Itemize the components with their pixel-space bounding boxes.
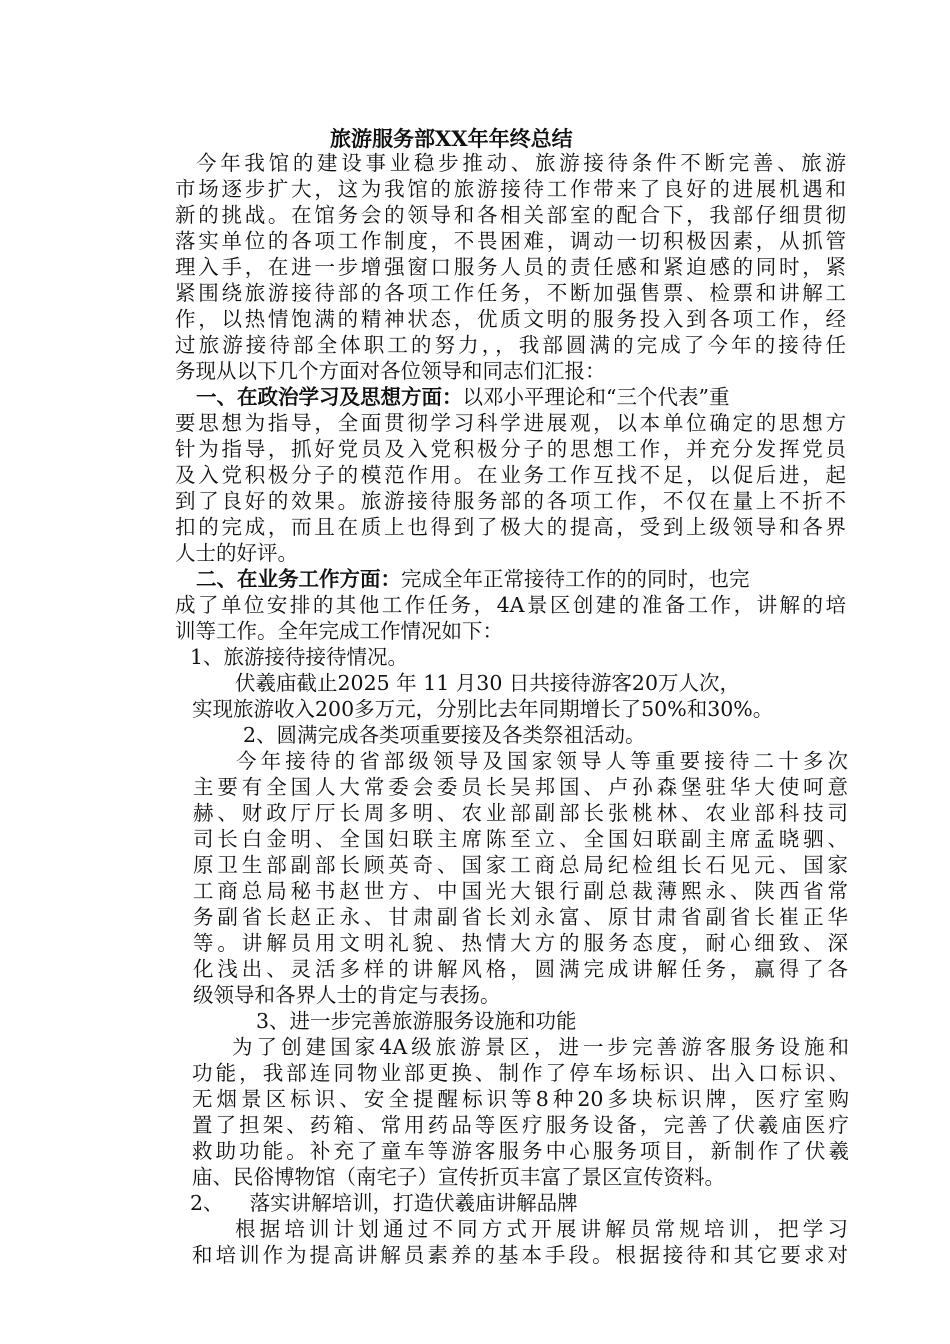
para1-line: 落实单位的各项工作制度，不畏困难，调动一切积极因素，从抓管 — [175, 229, 846, 253]
item2-line: 等。讲解员用文明礼貌、热情大方的服务态度，耐心细致、深 — [193, 931, 848, 955]
section1-line: 到了良好的效果。旅游接待服务部的各项工作，不仅在量上不折不 — [175, 489, 846, 513]
item4-line: 和培训作为提高讲解员素养的基本手段。根据接待和其它要求对 — [192, 1243, 848, 1267]
item3-line: 功能，我部连同物业部更换、制作了停车场标识、出入口标识、 — [192, 1061, 849, 1085]
item1-title: 1、旅游接待接待情况。 — [190, 645, 409, 669]
section1-first-line — [196, 384, 729, 410]
item3-line: 救助功能。补充了童车等游客服务中心服务项目，新制作了伏羲 — [192, 1139, 849, 1163]
para1-line: 今年我馆的建设事业稳步推动、旅游接待条件不断完善、旅游 — [196, 151, 846, 175]
item2-line: 级领导和各界人士的肯定与表扬。 — [193, 983, 501, 1007]
item2-line: 主要有全国人大常委会委员长吴邦国、卢孙森堡驻华大使呵意 — [193, 775, 848, 799]
section2-line: 训等工作。全年完成工作情况如下： — [175, 619, 503, 643]
section2-text: 完成全年正常接待工作的的同时，也完 — [401, 567, 750, 591]
section2-first-line — [196, 566, 750, 592]
section2-heading: 二、在业务工作方面： — [196, 567, 401, 591]
item3-line: 无烟景区标识、安全提醒标识等8种20多块标识牌，医疗室购 — [192, 1087, 849, 1111]
item3-line: 为了创建国家4A级旅游景区，进一步完善游客服务设施和 — [232, 1035, 849, 1059]
para1-line: 理入手，在进一步增强窗口服务人员的责任感和紧迫感的同时，紧 — [175, 255, 846, 279]
section1-line: 人士的好评。 — [175, 541, 298, 565]
para1-line: 务现从以下几个方面对各位领导和同志们汇报： — [175, 359, 606, 383]
item2-line: 化浅出、灵活多样的讲解风格，圆满完成讲解任务，赢得了各 — [193, 957, 848, 981]
section1-line: 要思想为指导，全面贯彻学习科学进展观，以本单位确定的思想方 — [175, 411, 846, 435]
item4-line: 根据培训计划通过不同方式开展讲解员常规培训，把学习 — [235, 1217, 848, 1241]
item1-line: 伏羲庙截止2025 年 11 月30 日共接待游客20万人次， — [235, 671, 740, 695]
section1-text: 以邓小平理论和“三个代表”重 — [462, 385, 730, 409]
para1-line: 过旅游接待部全体职工的努力，，我部圆满的完成了今年的接待任 — [175, 333, 846, 357]
section1-heading: 一、在政治学习及思想方面： — [196, 385, 463, 409]
item4-title: 2、 落实讲解培训，打造伏羲庙讲解品牌 — [190, 1191, 578, 1215]
section1-line: 及入党积极分子的模范作用。在业务工作互找不足，以促后进，起 — [175, 463, 846, 487]
para1-line: 作，以热情饱满的精神状态，优质文明的服务投入到各项工作，经 — [175, 307, 846, 331]
item1-line: 实现旅游收入200多万元，分别比去年同期增长了50%和30%。 — [192, 697, 774, 721]
item2-line: 今年接待的省部级领导及国家领导人等重要接待二十多次 — [236, 749, 848, 773]
section1-line: 针为指导，抓好党员及入党积极分子的思想工作，并充分发挥党员 — [175, 437, 846, 461]
para1-line: 紧围绕旅游接待部的各项工作任务，不断加强售票、检票和讲解工 — [175, 281, 846, 305]
item3-line: 置了担架、药箱、常用药品等医疗服务设备，完善了伏羲庙医疗 — [192, 1113, 849, 1137]
item3-title: 3、进一步完善旅游服务设施和功能 — [256, 1009, 577, 1033]
item2-line: 原卫生部副部长顾英奇、国家工商总局纪检组长石见元、国家 — [193, 853, 848, 877]
item2-title: 2、圆满完成各类项重要接及各类祭祖活动。 — [243, 723, 646, 747]
section1-line: 扣的完成，而且在质上也得到了极大的提高，受到上级领导和各界 — [175, 515, 846, 539]
document-title: 旅游服务部XX年年终总结 — [330, 126, 573, 151]
para1-line: 新的挑战。在馆务会的领导和各相关部室的配合下，我部仔细贯彻 — [175, 203, 846, 227]
item2-line: 工商总局秘书赵世方、中国光大银行副总裁薄熙永、陕西省常 — [193, 879, 848, 903]
section2-line: 成了单位安排的其他工作任务，4A景区创建的准备工作，讲解的培 — [175, 593, 846, 617]
item3-line: 庙、民俗博物馆（南宅子）宣传折页丰富了景区宣传资料。 — [192, 1165, 725, 1189]
item2-line: 务副省长赵正永、甘肃副省长刘永富、原甘肃省副省长崔正华 — [193, 905, 848, 929]
para1-line: 市场逐步扩大，这为我馆的旅游接待工作带来了良好的进展机遇和 — [175, 177, 846, 201]
item2-line: 司长白金明、全国妇联主席陈至立、全国妇联副主席孟晓驷、 — [193, 827, 848, 851]
item2-line: 赫、财政厅厅长周多明、农业部副部长张桃林、农业部科技司 — [193, 801, 848, 825]
